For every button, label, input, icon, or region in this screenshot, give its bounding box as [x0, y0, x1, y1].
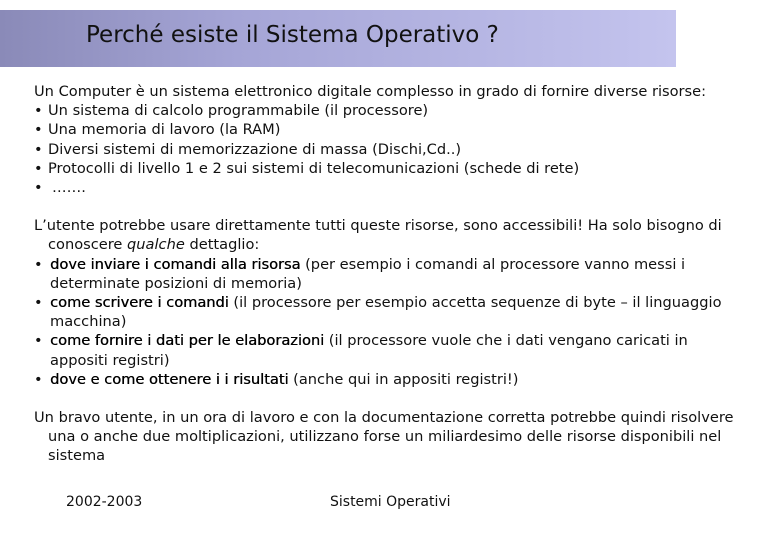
user-paragraph-b: dettaglio: [184, 236, 260, 254]
detail-bold: come scrivere i comandi [50, 294, 229, 312]
detail-bold: dove inviare i comandi alla risorsa [50, 255, 301, 273]
list-item [34, 293, 749, 331]
list-item: • Un sistema di calcolo programmabile (il processore) [34, 101, 749, 120]
detail-rest: (anche qui in appositi registri!) [288, 370, 519, 388]
footer-year: 2002-2003 [66, 494, 143, 510]
footer-course: Sistemi Operativi [330, 494, 451, 510]
list-item: • Diversi sistemi di memorizzazione di massa (Dischi,Cd..) [34, 140, 749, 159]
slide-body [34, 82, 749, 466]
list-item: • Protocolli di livello 1 e 2 sui sistemi di telecomunicazioni (schede di rete) [34, 159, 749, 178]
list-item [34, 370, 749, 389]
detail-rest: (per esempio i comandi al processore vanno messi i determinate posizioni di memoria) [50, 255, 686, 292]
user-paragraph-a: L’utente potrebbe usare direttamente tutti queste risorse, sono accessibili! Ha solo bisogno di conoscere [34, 217, 722, 254]
intro-paragraph: Un Computer è un sistema elettronico digitale complesso in grado di fornire diverse risorse: [34, 83, 707, 100]
conclusion-paragraph: Un bravo utente, in un ora di lavoro e con la documentazione corretta potrebbe quindi risolvere una o anche due moltiplicazioni, utilizzano forse un miliardesimo delle risorse disponibili nel sistema [34, 409, 734, 465]
details-list [34, 255, 749, 389]
list-item-text: ……. [52, 179, 86, 197]
title-bar [0, 10, 676, 67]
list-item [34, 331, 749, 369]
list-item [34, 178, 749, 197]
detail-rest: (il processore vuole che i dati vengano caricati in appositi registri) [50, 332, 688, 369]
detail-bold: dove e come ottenere i i risultati [50, 370, 289, 388]
detail-bold: come fornire i dati per le elaborazioni [50, 332, 325, 350]
detail-rest: (il processore per esempio accetta sequenze di byte – il linguaggio macchina) [50, 294, 722, 331]
user-paragraph [34, 216, 749, 254]
list-item: • Una memoria di lavoro (la RAM) [34, 120, 749, 139]
list-item [34, 255, 749, 293]
slide-title: Perché esiste il Sistema Operativo ? [86, 22, 499, 48]
resource-list [34, 101, 749, 197]
user-paragraph-em: qualche [127, 236, 185, 254]
